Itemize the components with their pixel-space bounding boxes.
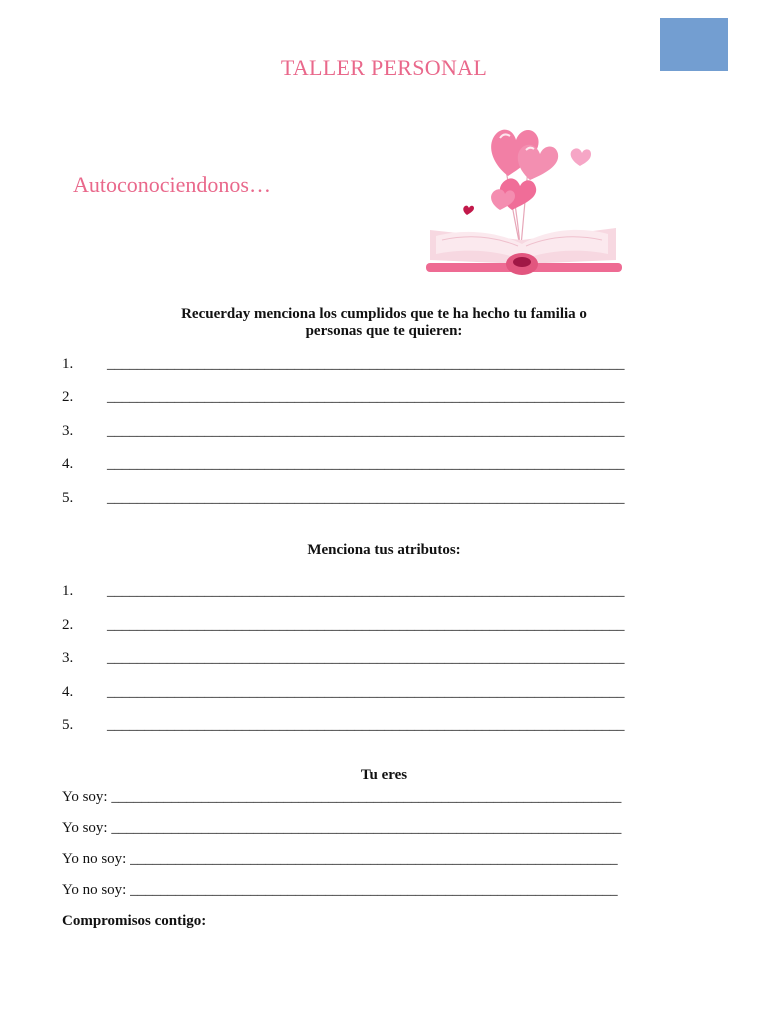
attributes-heading: Menciona tus atributos:: [307, 542, 461, 558]
yo-soy-line[interactable]: Yo soy: ____________________________________________________________________: [62, 789, 622, 805]
answer-blank[interactable]: _____________________________________________________________________: [107, 490, 625, 506]
compliments-heading-line1: Recuerday menciona los cumplidos que te ha hecho tu familia o: [181, 306, 587, 322]
answer-blank[interactable]: _____________________________________________________________________: [107, 583, 625, 599]
item-number: 2.: [62, 617, 74, 633]
page-subtitle: Autoconociendonos…: [73, 172, 271, 197]
attribute-item: [62, 583, 625, 600]
answer-blank[interactable]: _____________________________________________________________________: [107, 456, 625, 472]
answer-blank[interactable]: _____________________________________________________________________: [107, 389, 625, 405]
attribute-item: [62, 717, 625, 734]
item-number: 5.: [62, 717, 74, 733]
compliments-heading-line2: personas que te quieren:: [305, 323, 463, 339]
compliment-item: [62, 423, 625, 440]
compromisos-label: Compromisos contigo:: [62, 913, 207, 929]
answer-blank[interactable]: _____________________________________________________________________: [107, 684, 625, 700]
tu-eres-heading: Tu eres: [360, 767, 408, 783]
page-title: TALLER PERSONAL: [280, 55, 488, 80]
item-number: 3.: [62, 423, 74, 439]
item-number: 1.: [62, 583, 74, 599]
attribute-item: [62, 617, 625, 634]
yo-no-soy-line[interactable]: Yo no soy: _________________________________________________________________: [62, 851, 618, 867]
yo-soy-line[interactable]: Yo soy: ____________________________________________________________________: [62, 820, 622, 836]
item-number: 4.: [62, 684, 74, 700]
answer-blank[interactable]: _____________________________________________________________________: [107, 617, 625, 633]
item-number: 4.: [62, 456, 74, 472]
attribute-item: [62, 650, 625, 667]
answer-blank[interactable]: _____________________________________________________________________: [107, 423, 625, 439]
compliment-item: [62, 456, 625, 473]
book-balloons-illustration: [420, 118, 630, 280]
compliment-item: [62, 389, 625, 406]
compliment-item: [62, 490, 625, 507]
answer-blank[interactable]: _____________________________________________________________________: [107, 356, 625, 372]
yo-no-soy-line[interactable]: Yo no soy: _________________________________________________________________: [62, 882, 618, 898]
item-number: 3.: [62, 650, 74, 666]
item-number: 2.: [62, 389, 74, 405]
compliment-item: [62, 356, 625, 373]
item-number: 1.: [62, 356, 74, 372]
item-number: 5.: [62, 490, 74, 506]
answer-blank[interactable]: _____________________________________________________________________: [107, 717, 625, 733]
attribute-item: [62, 684, 625, 701]
answer-blank[interactable]: _____________________________________________________________________: [107, 650, 625, 666]
compliments-heading: [0, 306, 768, 340]
